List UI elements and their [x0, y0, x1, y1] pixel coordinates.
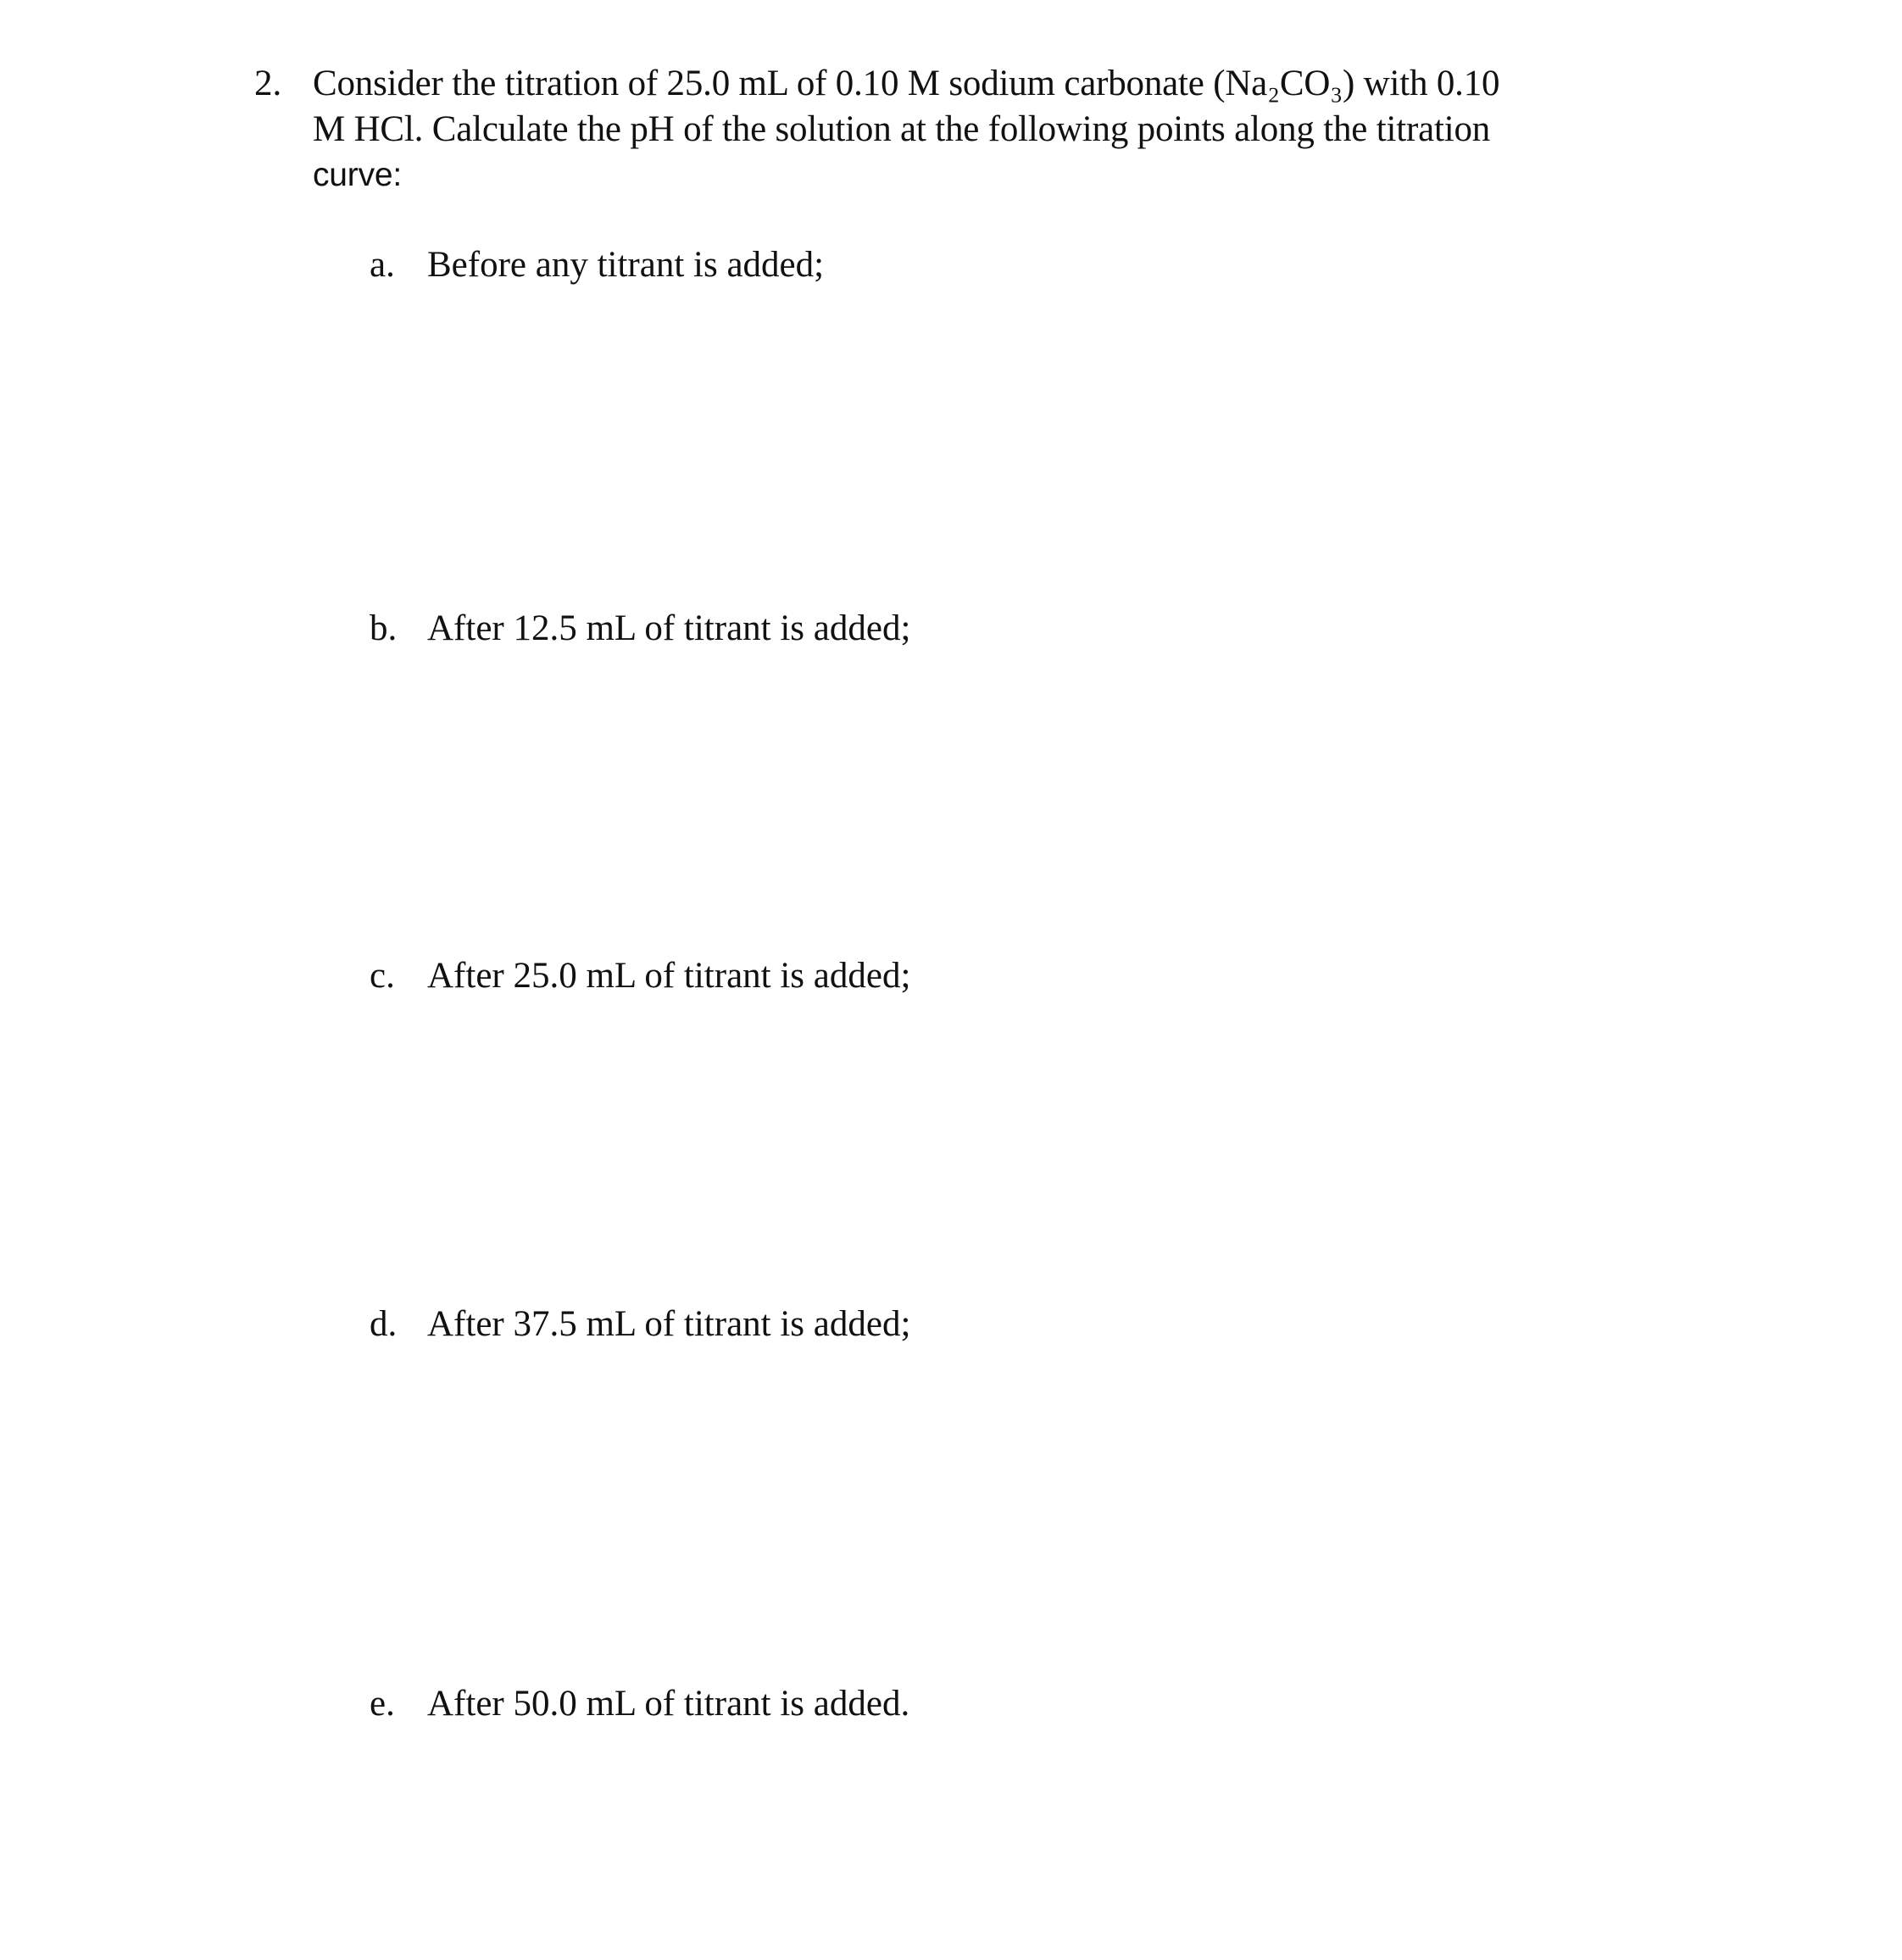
part-text: After 50.0 mL of titrant is added. [427, 1684, 910, 1724]
part-letter: c. [370, 956, 395, 996]
part-a [370, 242, 824, 288]
part-letter: d. [370, 1304, 398, 1344]
question-number: 2. [254, 64, 282, 103]
part-text: Before any titrant is added; [427, 245, 825, 285]
part-letter: b. [370, 608, 398, 648]
part-c [370, 953, 910, 999]
part-text: After 12.5 mL of titrant is added; [427, 608, 911, 648]
question-line-1: Consider the titration of 25.0 mL of 0.10 M sodium carbonate (Na₂CO₃) with 0.10 [313, 64, 1500, 103]
part-letter: a. [370, 245, 395, 285]
part-b [370, 606, 910, 652]
part-text: After 25.0 mL of titrant is added; [427, 956, 911, 996]
part-text: After 37.5 mL of titrant is added; [427, 1304, 911, 1344]
part-e [370, 1681, 909, 1727]
question-prompt [313, 61, 1601, 198]
question-line-2: M HCl. Calculate the pH of the solution at the following points along the titration [313, 109, 1491, 149]
part-d [370, 1302, 910, 1347]
part-letter: e. [370, 1684, 395, 1724]
question-line-3: curve: [313, 157, 403, 193]
